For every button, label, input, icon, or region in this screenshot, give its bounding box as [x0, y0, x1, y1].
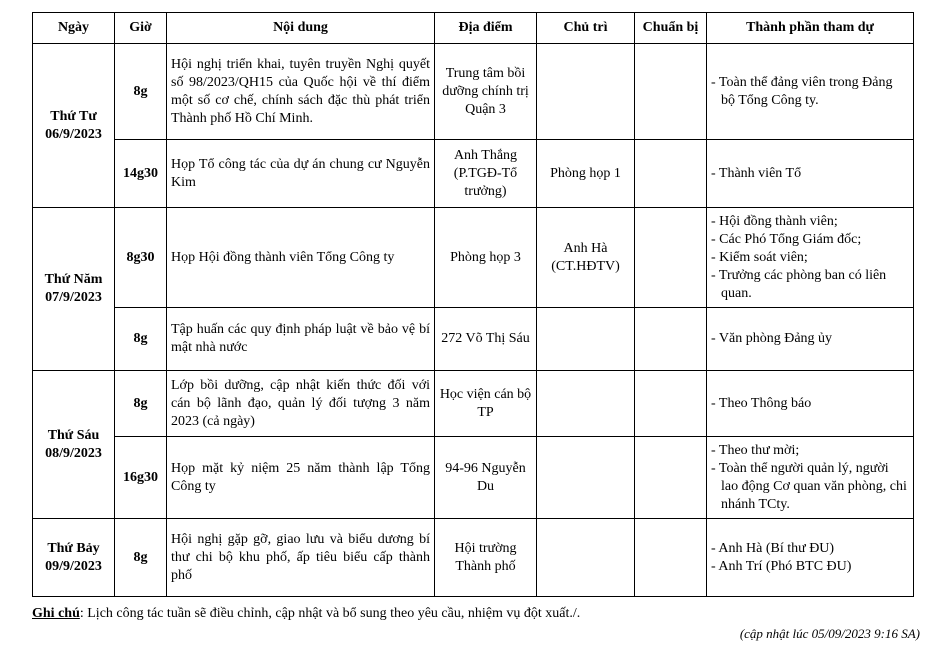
attendee-line: - Toàn thể đảng viên trong Đảng bộ Tổng Công ty.: [711, 74, 893, 108]
date: 07/9/2023: [45, 290, 102, 305]
weekday: Thứ Tư: [50, 108, 97, 124]
table-row: [33, 308, 914, 371]
footnote: [32, 606, 580, 622]
time-cell: 8g30: [115, 208, 167, 308]
header-day: Ngày: [33, 13, 115, 44]
time-cell: 8g: [115, 519, 167, 597]
attendee-line: - Theo Thông báo: [711, 395, 812, 411]
weekday: Thứ Sáu: [47, 427, 100, 443]
attendees-cell: [707, 371, 914, 437]
prep-cell: [635, 308, 707, 371]
attendees-cell: [707, 44, 914, 140]
header-place: Địa điểm: [435, 13, 537, 44]
host-cell: [537, 437, 635, 519]
time-cell: 8g: [115, 308, 167, 371]
footnote-label: Ghi chú: [32, 606, 80, 621]
content-cell: Hội nghị triển khai, tuyên truyền Nghị quyết số 98/2023/QH15 của Quốc hội về thí điểm một số cơ chế, chính sách đặc thù phát triển Thành phố Hồ Chí Minh.: [167, 44, 435, 140]
attendees-cell: [707, 140, 914, 208]
place-cell: Anh Thắng (P.TGĐ-Tổ trưởng): [435, 140, 537, 208]
place-cell: Trung tâm bồi dưỡng chính trị Quận 3: [435, 44, 537, 140]
content-cell: Họp mặt kỷ niệm 25 năm thành lập Tổng Công ty: [167, 437, 435, 519]
place-cell: 272 Võ Thị Sáu: [435, 308, 537, 371]
time-cell: 14g30: [115, 140, 167, 208]
footnote-text: : Lịch công tác tuần sẽ điều chỉnh, cập nhật và bổ sung theo yêu cầu, nhiệm vụ đột xuất./.: [79, 606, 581, 621]
attendee-line: - Anh Hà (Bí thư ĐU): [711, 540, 835, 556]
attendees-cell: [707, 308, 914, 371]
attendee-line: - Văn phòng Đảng ủy: [711, 331, 833, 346]
host-cell: [537, 371, 635, 437]
header-time: Giờ: [115, 13, 167, 44]
update-timestamp: (cập nhật lúc 05/09/2023 9:16 SA): [739, 626, 920, 641]
schedule-table: [32, 12, 914, 597]
place-cell: Học viện cán bộ TP: [435, 371, 537, 437]
content-cell: Họp Tổ công tác của dự án chung cư Nguyễn Kim: [167, 140, 435, 208]
attendee-line: - Các Phó Tổng Giám đốc;: [711, 231, 862, 247]
header-prep: Chuẩn bị: [635, 13, 707, 44]
attendees-cell: [707, 437, 914, 519]
attendee-line: - Kiểm soát viên;: [711, 249, 808, 265]
content-cell: Tập huấn các quy định pháp luật về bảo vệ bí mật nhà nước: [167, 308, 435, 371]
attendee-line: - Trưởng các phòng ban có liên quan.: [711, 267, 887, 301]
attendee-line: - Toàn thể người quản lý, người lao động Cơ quan văn phòng, chi nhánh TCty.: [711, 460, 907, 512]
place-cell: Phòng họp 3: [435, 208, 537, 308]
day-cell: [33, 208, 115, 371]
table-row: [33, 437, 914, 519]
table-row: [33, 140, 914, 208]
attendee-line: - Theo thư mời;: [711, 442, 800, 458]
day-cell: [33, 519, 115, 597]
weekday: Thứ Bảy: [47, 540, 100, 556]
day-cell: [33, 44, 115, 208]
time-cell: 8g: [115, 44, 167, 140]
place-cell: 94-96 Nguyễn Du: [435, 437, 537, 519]
host-cell: Anh Hà (CT.HĐTV): [537, 208, 635, 308]
header-host: Chủ trì: [537, 13, 635, 44]
prep-cell: [635, 208, 707, 308]
weekday: Thứ Năm: [44, 272, 103, 287]
table-row: [33, 44, 914, 140]
host-cell: [537, 44, 635, 140]
day-cell: [33, 371, 115, 519]
prep-cell: [635, 371, 707, 437]
content-cell: Lớp bồi dưỡng, cập nhật kiến thức đối với cán bộ lãnh đạo, quản lý đối tượng 3 năm 2023 (cả ngày): [167, 371, 435, 437]
time-cell: 8g: [115, 371, 167, 437]
header-attendees: Thành phần tham dự: [707, 13, 914, 44]
host-cell: [537, 308, 635, 371]
prep-cell: [635, 437, 707, 519]
attendees-cell: [707, 519, 914, 597]
table-row: [33, 208, 914, 308]
attendee-line: - Hội đồng thành viên;: [711, 213, 838, 229]
attendee-line: - Anh Trí (Phó BTC ĐU): [711, 558, 852, 574]
host-cell: Phòng họp 1: [537, 140, 635, 208]
date: 08/9/2023: [45, 445, 102, 461]
place-cell: Hội trường Thành phố: [435, 519, 537, 597]
prep-cell: [635, 140, 707, 208]
header-row: [33, 13, 914, 44]
attendees-cell: [707, 208, 914, 308]
header-content: Nội dung: [167, 13, 435, 44]
attendee-line: - Thành viên Tổ: [711, 165, 802, 181]
time-cell: 16g30: [115, 437, 167, 519]
date: 06/9/2023: [45, 126, 102, 142]
host-cell: [537, 519, 635, 597]
table-row: [33, 519, 914, 597]
content-cell: Họp Hội đồng thành viên Tổng Công ty: [167, 208, 435, 308]
prep-cell: [635, 519, 707, 597]
content-cell: Hội nghị gặp gỡ, giao lưu và biểu dương bí thư chi bộ khu phố, ấp tiêu biểu cấp thành phố: [167, 519, 435, 597]
table-row: [33, 371, 914, 437]
date: 09/9/2023: [45, 558, 102, 574]
prep-cell: [635, 44, 707, 140]
